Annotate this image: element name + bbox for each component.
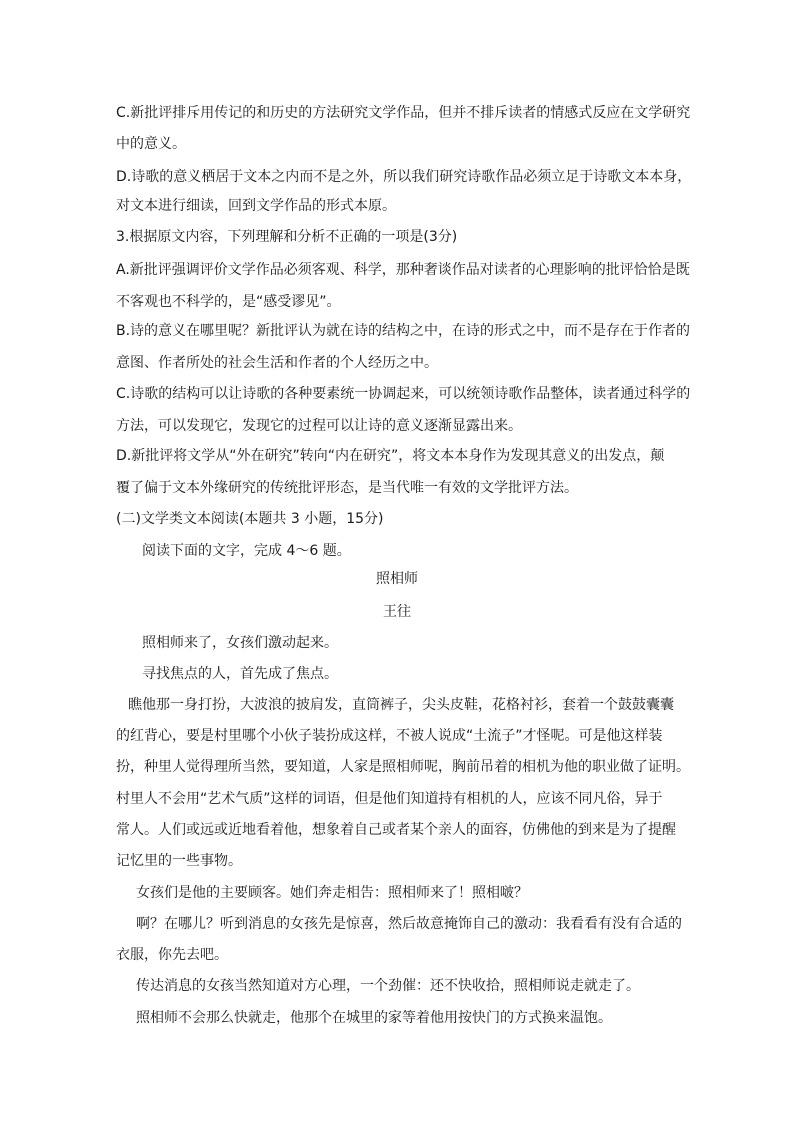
paragraph-4: 女孩们是他的主要顾客。她们奔走相告：照相师来了！照相啵？ — [136, 885, 528, 901]
q2-option-d-line2: 对文本进行细读，回到文学作品的形式本原。 — [116, 198, 396, 214]
q3-stem: 3.根据原文内容，下列理解和分析不正确的一项是(3分) — [116, 229, 458, 245]
paragraph-5-line2: 衣服，你先去吧。 — [116, 947, 228, 963]
paragraph-3-line4: 村里人不会用“艺术气质”这样的词语，但是他们知道持有相机的人，应该不同凡俗，异于 — [116, 791, 663, 807]
q3-option-a-line2: 不客观也不科学的，是“感受谬见”。 — [116, 294, 341, 310]
paragraph-2: 寻找焦点的人，首先成了焦点。 — [142, 666, 338, 682]
paragraph-1: 照相师来了，女孩们激动起来。 — [142, 635, 338, 651]
q3-option-b-line2: 意图、作者所处的社会生活和作者的个人经历之中。 — [116, 355, 438, 371]
q3-option-a-line1: A.新批评强调评价文学作品必须客观、科学，那种奢谈作品对读者的心理影响的批评恰恰是既 — [116, 262, 690, 278]
q3-option-c-line1: C.诗歌的结构可以让诗歌的各种要素统一协调起来，可以统领诗歌作品整体，读者通过科学的 — [116, 386, 691, 402]
section-heading: (二)文学类文本阅读(本题共 3 小题，15分) — [116, 511, 384, 527]
paragraph-7: 照相师不会那么快就走，他那个在城里的家等着他用按快门的方式换来温饱。 — [136, 1010, 612, 1026]
paragraph-3-line1: 瞧他那一身打扮，大波浪的披肩发，直筒裤子，尖头皮鞋，花格衬衫，套着一个鼓鼓囊囊 — [128, 697, 674, 713]
reading-instruction: 阅读下面的文字，完成 4～6 题。 — [142, 543, 351, 559]
story-author: 王往 — [383, 604, 411, 620]
q2-option-c-line1: C.新批评排斥用传记的和历史的方法研究文学作品，但并不排斥读者的情感式反应在文学研究 — [116, 105, 691, 121]
paragraph-3-line5: 常人。人们或远或近地看着他，想象着自己或者某个亲人的面容，仿佛他的到来是为了提醒 — [116, 822, 676, 838]
paragraph-5-line1: 啊？在哪儿？听到消息的女孩先是惊喜，然后故意掩饰自己的激动：我看看有没有合适的 — [136, 916, 682, 932]
q3-option-b-line1: B.诗的意义在哪里呢？新批评认为就在诗的结构之中，在诗的形式之中，而不是存在于作者的 — [116, 323, 691, 339]
q3-option-d-line1: D.新批评将文学从“外在研究”转向“内在研究”，将文本本身作为发现其意义的出发点，颠 — [116, 448, 665, 464]
paragraph-3-line6: 记忆里的一些事物。 — [116, 853, 242, 869]
q2-option-c-line2: 中的意义。 — [116, 136, 186, 152]
story-title: 照相师 — [376, 571, 418, 587]
paragraph-3-line3: 扮，种里人觉得理所当然，要知道，人家是照相师呢，胸前吊着的相机为他的职业做了证明。 — [116, 759, 690, 775]
q2-option-d-line1: D.诗歌的意义栖居于文本之内而不是之外，所以我们研究诗歌作品必须立足于诗歌文本本身， — [116, 169, 692, 185]
q3-option-c-line2: 方法，可以发现它，发现它的过程可以让诗的意义逐渐显露出来。 — [116, 418, 522, 434]
paragraph-3-line2: 的红背心，要是村里哪个小伙子装扮成这样，不被人说成“土流子”才怪呢。可是他这样装 — [116, 728, 663, 744]
q3-option-d-line2: 覆了偏于文本外缘研究的传统批评形态，是当代唯一有效的文学批评方法。 — [116, 480, 578, 496]
paragraph-6: 传达消息的女孩当然知道对方心理，一个劲催：还不快收拾，照相师说走就走了。 — [136, 978, 640, 994]
